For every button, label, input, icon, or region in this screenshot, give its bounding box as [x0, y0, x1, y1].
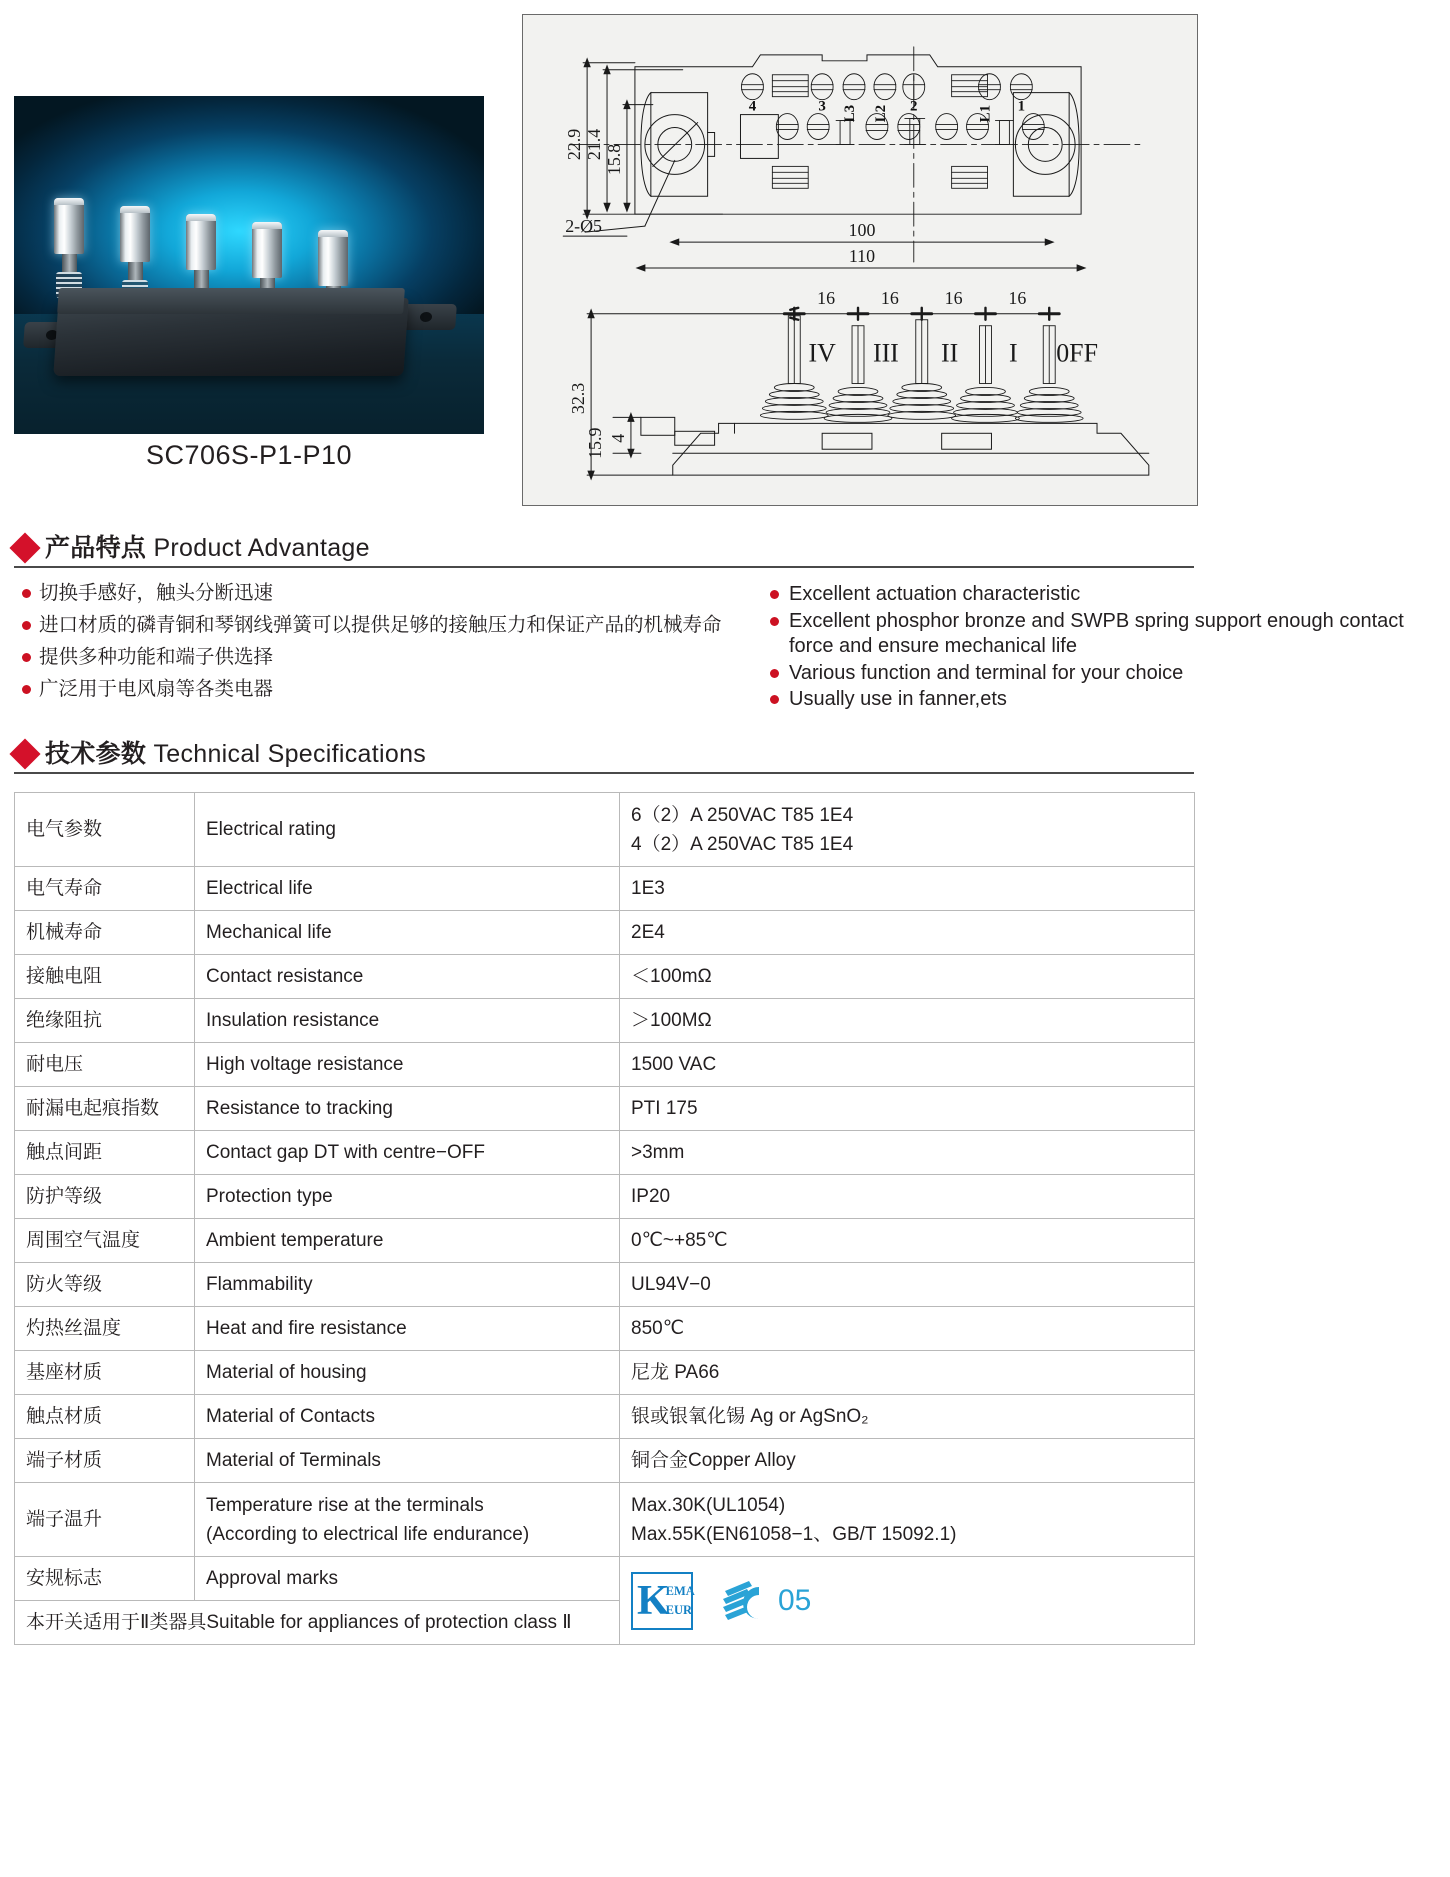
- specs-heading-en: Technical Specifications: [153, 740, 427, 768]
- advantage-cn-3: 广泛用于电风扇等各类电器: [39, 678, 274, 700]
- table-row: [15, 1483, 1195, 1557]
- spec-cn-16: 安规标志: [15, 1557, 195, 1601]
- position-label-iv: IV: [808, 338, 836, 368]
- list-item: [22, 580, 767, 607]
- spec-cn-15: 端子温升: [15, 1483, 195, 1557]
- spec-cn-2: 机械寿命: [15, 911, 195, 955]
- spec-value-0-line-1: 4（2）A 250VAC T85 1E4: [631, 833, 854, 855]
- spec-en-15-line-0: Temperature rise at the terminals: [206, 1494, 484, 1516]
- spec-value-14: 铜合金Copper Alloy: [620, 1439, 1195, 1483]
- spec-en-3: Contact resistance: [195, 955, 620, 999]
- table-row: [15, 1131, 1195, 1175]
- advantage-en-2: Various function and terminal for your choice: [789, 661, 1184, 684]
- protection-class-footer: 本开关适用于Ⅱ类器具Suitable for appliances of protection class Ⅱ: [15, 1601, 620, 1645]
- spec-value-7: >3mm: [620, 1131, 1195, 1175]
- dim-32-3: 32.3: [568, 382, 589, 415]
- table-row: [15, 1557, 1195, 1601]
- spec-value-12: 尼龙 PA66: [620, 1351, 1195, 1395]
- list-item: [770, 609, 1430, 660]
- spec-en-8: Protection type: [195, 1175, 620, 1219]
- spec-en-2: Mechanical life: [195, 911, 620, 955]
- technical-drawing-panel: [522, 14, 1198, 506]
- dim-110: 110: [848, 245, 876, 266]
- spec-cn-7: 触点间距: [15, 1131, 195, 1175]
- product-photo: [14, 96, 484, 434]
- spec-cn-12: 基座材质: [15, 1351, 195, 1395]
- technical-specifications-heading: [14, 734, 1194, 770]
- ccc-number: 05: [778, 1584, 812, 1617]
- spec-cn-11: 灼热丝温度: [15, 1307, 195, 1351]
- spec-value-15: [620, 1483, 1195, 1557]
- technical-specifications-rule: [14, 772, 1194, 774]
- spec-cn-13: 触点材质: [15, 1395, 195, 1439]
- spec-value-0: [620, 793, 1195, 867]
- table-row: [15, 867, 1195, 911]
- product-model-caption: SC706S-P1-P10: [145, 440, 353, 470]
- spec-cn-10: 防火等级: [15, 1263, 195, 1307]
- specifications-table: [14, 792, 1195, 1645]
- spec-en-7: Contact gap DT with centre−OFF: [195, 1131, 620, 1175]
- terminal-label-1: 1: [1017, 98, 1026, 115]
- advantage-list-en: [770, 582, 1430, 714]
- advantage-cn-2: 提供多种功能和端子供选择: [39, 646, 274, 668]
- diamond-bullet-icon: [9, 532, 40, 563]
- list-item: [22, 644, 767, 671]
- spec-value-2: 2E4: [620, 911, 1195, 955]
- list-item: [22, 612, 767, 639]
- list-item: [770, 582, 1430, 608]
- position-label-off: 0FF: [1056, 338, 1098, 368]
- position-label-iii: III: [872, 338, 899, 368]
- spec-cn-3: 接触电阻: [15, 955, 195, 999]
- spec-en-4: Insulation resistance: [195, 999, 620, 1043]
- bullet-dot-icon: [22, 621, 31, 630]
- list-item: [770, 661, 1430, 687]
- table-row: [15, 1175, 1195, 1219]
- spec-value-13: 银或银氧化锡 Ag or AgSnO₂: [620, 1395, 1195, 1439]
- advantage-en-0: Excellent actuation characteristic: [789, 583, 1081, 605]
- terminal-label-l3: L3: [842, 104, 859, 123]
- table-row: [15, 1219, 1195, 1263]
- spec-value-15-line-1: Max.55K(EN61058−1、GB/T 15092.1): [631, 1523, 957, 1545]
- table-row: [15, 911, 1195, 955]
- table-row: [15, 1395, 1195, 1439]
- ccc-mark-icon: [719, 1575, 811, 1627]
- table-row: [15, 1439, 1195, 1483]
- spec-en-14: Material of Terminals: [195, 1439, 620, 1483]
- table-row: [15, 1087, 1195, 1131]
- spec-en-9: Ambient temperature: [195, 1219, 620, 1263]
- spec-cn-8: 防护等级: [15, 1175, 195, 1219]
- advantage-list-cn: [22, 580, 767, 708]
- bullet-dot-icon: [22, 653, 31, 662]
- bullet-dot-icon: [22, 589, 31, 598]
- table-row: [15, 1263, 1195, 1307]
- dim-22-9: 22.9: [564, 128, 585, 161]
- product-overview-area: [0, 0, 1450, 520]
- bullet-dot-icon: [770, 669, 779, 678]
- bullet-dot-icon: [770, 695, 779, 704]
- advantage-en-1: Excellent phosphor bronze and SWPB spring support enough contact force and ensure mechanical life: [789, 609, 1404, 657]
- spec-value-5: 1500 VAC: [620, 1043, 1195, 1087]
- spec-value-3: ＜100mΩ: [620, 955, 1195, 999]
- bullet-dot-icon: [770, 590, 779, 599]
- product-advantage-rule: [14, 566, 1194, 568]
- advantage-en-3: Usually use in fanner,ets: [789, 688, 1007, 710]
- spec-cn-1: 电气寿命: [15, 867, 195, 911]
- table-row: [15, 793, 1195, 867]
- dim-pitch-3: 16: [944, 287, 963, 308]
- dim-15-8: 15.8: [603, 143, 624, 176]
- terminal-label-3: 3: [818, 98, 826, 115]
- spec-value-15-line-0: Max.30K(UL1054): [631, 1494, 786, 1516]
- dim-hole-note: 2-Ø5: [565, 216, 603, 237]
- spec-en-12: Material of housing: [195, 1351, 620, 1395]
- spec-en-6: Resistance to tracking: [195, 1087, 620, 1131]
- product-advantage-heading-cn: 产品特点: [45, 534, 147, 562]
- spec-value-0-line-0: 6（2）A 250VAC T85 1E4: [631, 804, 854, 826]
- bullet-dot-icon: [22, 685, 31, 694]
- table-row: [15, 1043, 1195, 1087]
- dim-15-9: 15.9: [585, 427, 606, 459]
- table-row: [15, 955, 1195, 999]
- spec-value-10: UL94V−0: [620, 1263, 1195, 1307]
- spec-cn-0: 电气参数: [15, 793, 195, 867]
- terminal-label-l1: L1: [977, 104, 994, 123]
- list-item: [770, 687, 1430, 713]
- dim-100: 100: [848, 220, 876, 241]
- spec-en-0: Electrical rating: [195, 793, 620, 867]
- table-row: [15, 1307, 1195, 1351]
- advantage-cn-0: 切换手感好，触头分断迅速: [39, 582, 274, 604]
- spec-en-15: [195, 1483, 620, 1557]
- terminal-label-l2: L2: [872, 104, 889, 123]
- product-advantage-heading: [14, 528, 1194, 564]
- spec-cn-14: 端子材质: [15, 1439, 195, 1483]
- spec-value-8: IP20: [620, 1175, 1195, 1219]
- specs-heading-cn: 技术参数: [45, 740, 147, 768]
- spec-value-4: ＞100MΩ: [620, 999, 1195, 1043]
- spec-en-11: Heat and fire resistance: [195, 1307, 620, 1351]
- spec-cn-4: 绝缘阻抗: [15, 999, 195, 1043]
- dim-4: 4: [607, 433, 628, 443]
- product-advantage-heading-en: Product Advantage: [153, 534, 370, 562]
- kema-ema-text: EMA: [665, 1583, 695, 1598]
- bullet-dot-icon: [770, 617, 779, 626]
- spec-value-11: 850℃: [620, 1307, 1195, 1351]
- kema-eur-text: EUR: [665, 1602, 693, 1617]
- spec-cn-5: 耐电压: [15, 1043, 195, 1087]
- kema-k-letter: K: [637, 1577, 670, 1624]
- spec-en-1: Electrical life: [195, 867, 620, 911]
- table-row: [15, 999, 1195, 1043]
- spec-value-9: 0℃~+85℃: [620, 1219, 1195, 1263]
- spec-value-1: 1E3: [620, 867, 1195, 911]
- switch-illustration: [42, 282, 442, 386]
- spec-cn-6: 耐漏电起痕指数: [15, 1087, 195, 1131]
- table-row: [15, 1351, 1195, 1395]
- advantage-cn-1: 进口材质的磷青铜和琴钢线弹簧可以提供足够的接触压力和保证产品的机械寿命: [39, 614, 722, 636]
- diamond-bullet-icon: [9, 738, 40, 769]
- spec-en-13: Material of Contacts: [195, 1395, 620, 1439]
- kema-keur-mark-icon: [631, 1572, 693, 1630]
- approval-marks-cell: [620, 1557, 1195, 1645]
- position-label-i: I: [1009, 338, 1018, 368]
- dim-pitch-2: 16: [880, 287, 899, 308]
- dim-pitch-1: 16: [817, 287, 836, 308]
- position-label-ii: II: [941, 338, 959, 368]
- spec-en-10: Flammability: [195, 1263, 620, 1307]
- spec-en-5: High voltage resistance: [195, 1043, 620, 1087]
- terminal-label-2: 2: [910, 98, 918, 115]
- spec-cn-9: 周围空气温度: [15, 1219, 195, 1263]
- dim-pitch-4: 16: [1008, 287, 1027, 308]
- dim-21-4: 21.4: [584, 128, 605, 161]
- spec-en-15-line-1: (According to electrical life endurance): [206, 1523, 530, 1545]
- spec-value-6: PTI 175: [620, 1087, 1195, 1131]
- terminal-label-4: 4: [748, 98, 757, 115]
- list-item: [22, 676, 767, 703]
- spec-en-16: Approval marks: [195, 1557, 620, 1601]
